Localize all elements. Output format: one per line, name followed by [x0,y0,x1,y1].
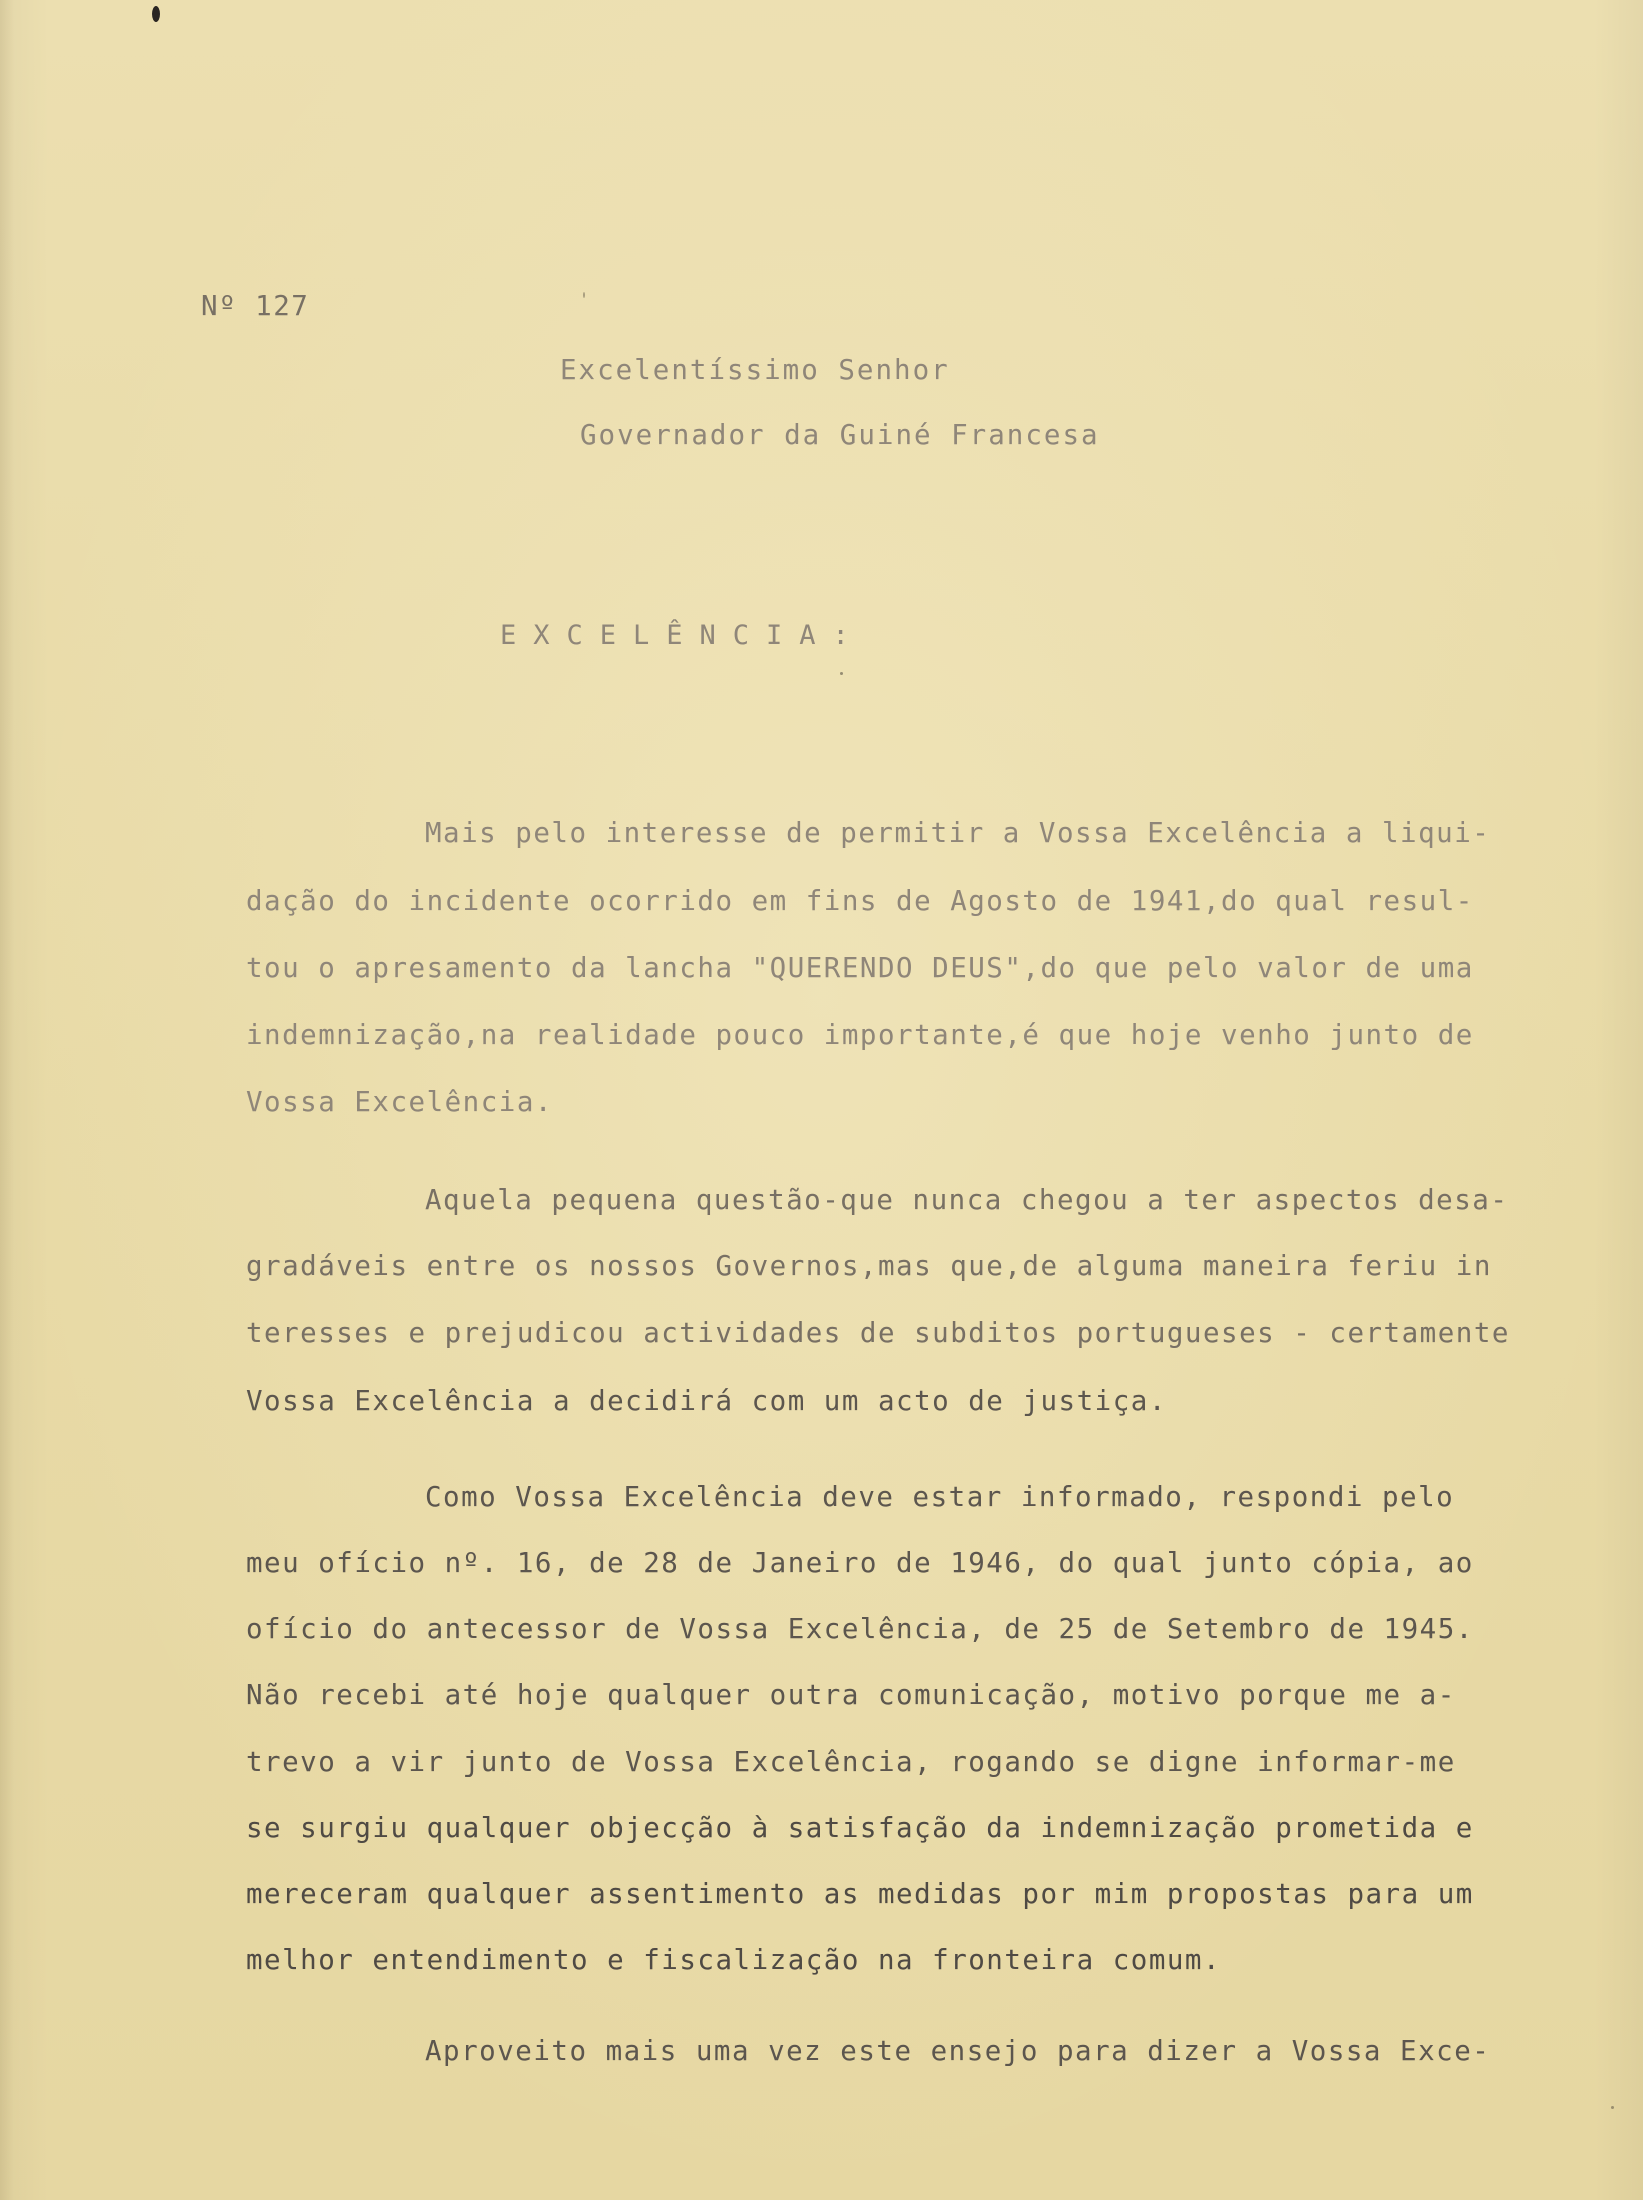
document-reference-number: Nº 127 [201,290,310,322]
greeting-heading: EXCELÊNCIA: [500,620,866,651]
paragraph-3-line-6: se surgiu qualquer objecção à satisfação da indemnização prometida e [246,1812,1474,1844]
paragraph-3-line-5: trevo a vir junto de Vossa Excelência, rogando se digne informar-me [246,1746,1456,1778]
paragraph-3-line-4: Não recebi até hoje qualquer outra comunicação, motivo porque me a- [246,1679,1456,1711]
paper-speck [1611,2106,1614,2109]
paragraph-1-line-5: Vossa Excelência. [246,1086,553,1118]
paragraph-4-line-1: Aproveito mais uma vez este ensejo para dizer a Vossa Exce- [425,2035,1491,2067]
salutation-line-2: Governador da Guiné Francesa [580,419,1100,451]
paragraph-3-line-3: ofício do antecessor de Vossa Excelência, de 25 de Setembro de 1945. [246,1613,1474,1645]
paragraph-3-line-1: Como Vossa Excelência deve estar informado, respondi pelo [425,1481,1455,1513]
salutation-line-1: Excelentíssimo Senhor [560,354,950,386]
paragraph-3-line-2: meu ofício nº. 16, de 28 de Janeiro de 1946, do qual junto cópia, ao [246,1547,1474,1579]
paper-edge-wear [0,0,14,2200]
paragraph-1-line-2: dação do incidente ocorrido em fins de Agosto de 1941,do qual resul- [246,885,1474,917]
paragraph-1-line-3: tou o apresamento da lancha "QUERENDO DEUS",do que pelo valor de uma [246,952,1474,984]
ink-speck [152,6,160,22]
paragraph-3-line-7: mereceram qualquer assentimento as medidas por mim propostas para um [246,1878,1474,1910]
paragraph-2-line-3: teresses e prejudicou actividades de subditos portugueses - certamente [246,1317,1510,1349]
paragraph-3-line-8: melhor entendimento e fiscalização na fronteira comum. [246,1944,1222,1976]
paragraph-2-line-4: Vossa Excelência a decidirá com um acto de justiça. [246,1385,1167,1417]
paper-speck [840,672,843,675]
paper-speck [583,292,585,298]
paragraph-1-line-4: indemnização,na realidade pouco importante,é que hoje venho junto de [246,1019,1474,1051]
paragraph-1-line-1: Mais pelo interesse de permitir a Vossa Excelência a liqui- [425,817,1491,849]
paragraph-2-line-2: gradáveis entre os nossos Governos,mas que,de alguma maneira feriu in [246,1250,1492,1282]
paragraph-2-line-1: Aquela pequena questão-que nunca chegou a ter aspectos desa- [425,1184,1509,1216]
